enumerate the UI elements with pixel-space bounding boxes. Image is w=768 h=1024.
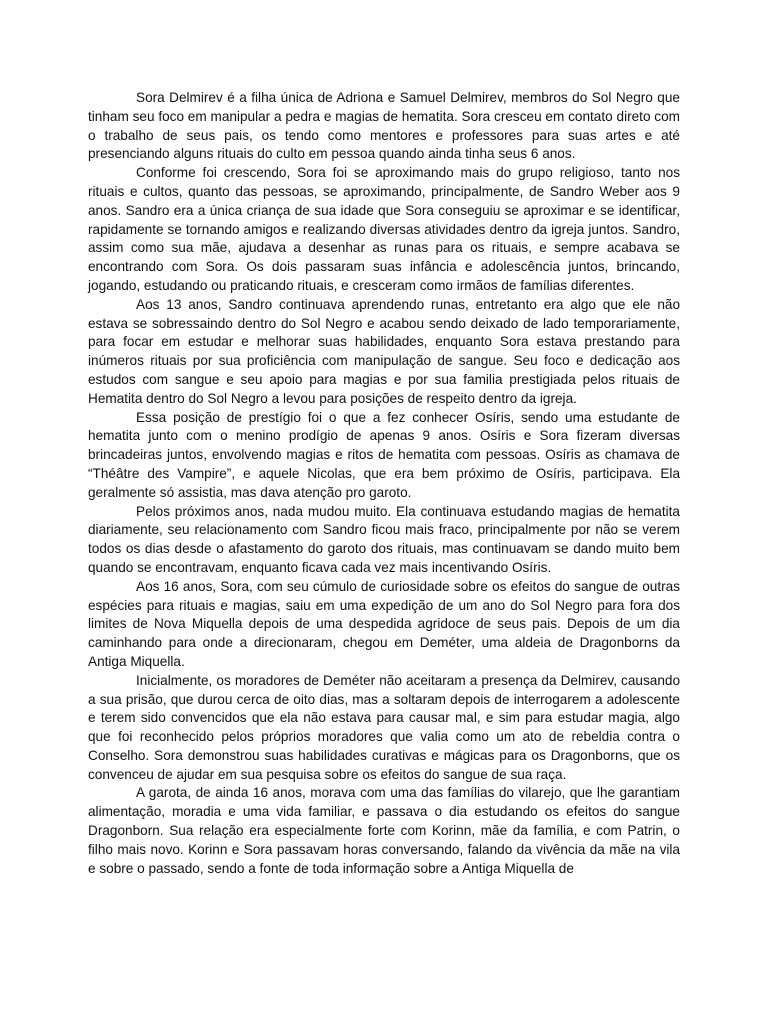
paragraph: Inicialmente, os moradores de Deméter não aceitaram a presença da Delmirev, causando a sua prisão, que durou cerca de oito dias, mas a soltaram depois de interrogarem a adolescente e terem sido convencidos que ela não estava para causar mal, e sim para estudar magia, algo que foi reconhecido pelos próprios moradores que valia como um ato de rebeldia contra o Conselho. Sora demonstrou suas habilidades curativas e mágicas para os Dragonborns, que os convenceu de ajudar em sua pesquisa sobre os efeitos do sangue de sua raça. bbox=[88, 672, 680, 782]
document-page bbox=[88, 89, 680, 878]
paragraph: Sora Delmirev é a filha única de Adriona e Samuel Delmirev, membros do Sol Negro que tinham seu foco em manipular a pedra e magias de hematita. Sora cresceu em contato direto com o trabalho de seus pais, os tendo como mentores e professores para suas artes e até presenciando alguns rituais do culto em pessoa quando ainda tinha seus 6 anos. bbox=[88, 90, 680, 162]
paragraph: Pelos próximos anos, nada mudou muito. Ela continuava estudando magias de hematita diariamente, seu relacionamento com Sandro ficou mais fraco, principalmente por não se verem todos os dias desde o afastamento do garoto dos rituais, mas continuavam se dando muito bem quando se encontravam, enquanto ficava cada vez mais incentivando Osíris. bbox=[88, 503, 680, 575]
paragraph: Aos 13 anos, Sandro continuava aprendendo runas, entretanto era algo que ele não estava se sobressaindo dentro do Sol Negro e acabou sendo deixado de lado temporariamente, para focar em estudar e melhorar suas habilidades, enquanto Sora estava prestando para inúmeros rituais por sua proficiência com manipulação de sangue. Seu foco e dedicação aos estudos com sangue e seu apoio para magias e por sua familia prestigiada pelos rituais de Hematita dentro do Sol Negro a levou para posições de respeito dentro da igreja. bbox=[88, 296, 680, 406]
paragraph: Essa posição de prestígio foi o que a fez conhecer Osíris, sendo uma estudante de hematita junto com o menino prodígio de apenas 9 anos. Osíris e Sora fizeram diversas brincadeiras juntos, envolvendo magias e ritos de hematita com pessoas. Osíris as chamava de “Théâtre des Vampire”, e aquele Nicolas, que era bem próximo de Osíris, participava. Ela geralmente só assistia, mas dava atenção pro garoto. bbox=[88, 409, 680, 500]
paragraph: Conforme foi crescendo, Sora foi se aproximando mais do grupo religioso, tanto nos rituais e cultos, quanto das pessoas, se aproximando, principalmente, de Sandro Weber aos 9 anos. Sandro era a única criança de sua idade que Sora conseguiu se aproximar e se identificar, rapidamente se tornando amigos e realizando diversas atividades dentro da igreja juntos. Sandro, assim como sua mãe, ajudava a desenhar as runas para os rituais, e sempre acabava se encontrando com Sora. Os dois passaram suas infância e adolescência juntos, brincando, jogando, estudando ou praticando rituais, e cresceram como irmãos de famílias diferentes. bbox=[88, 165, 680, 293]
paragraph: A garota, de ainda 16 anos, morava com uma das famílias do vilarejo, que lhe garantiam alimentação, moradia e uma vida familiar, e passava o dia estudando os efeitos do sangue Dragonborn. Sua relação era especialmente forte com Korinn, mãe da família, e com Patrin, o filho mais novo. Korinn e Sora passavam horas conversando, falando da vivência da mãe na vila e sobre o passado, sendo a fonte de toda informação sobre a Antiga Miquella de bbox=[88, 785, 680, 876]
paragraph: Aos 16 anos, Sora, com seu cúmulo de curiosidade sobre os efeitos do sangue de outras espécies para rituais e magias, saiu em uma expedição de um ano do Sol Negro para fora dos limites de Nova Miquella depois de uma despedida agridoce de seus pais. Depois de um dia caminhando para onde a direcionaram, chegou em Deméter, uma aldeia de Dragonborns da Antiga Miquella. bbox=[88, 578, 680, 669]
